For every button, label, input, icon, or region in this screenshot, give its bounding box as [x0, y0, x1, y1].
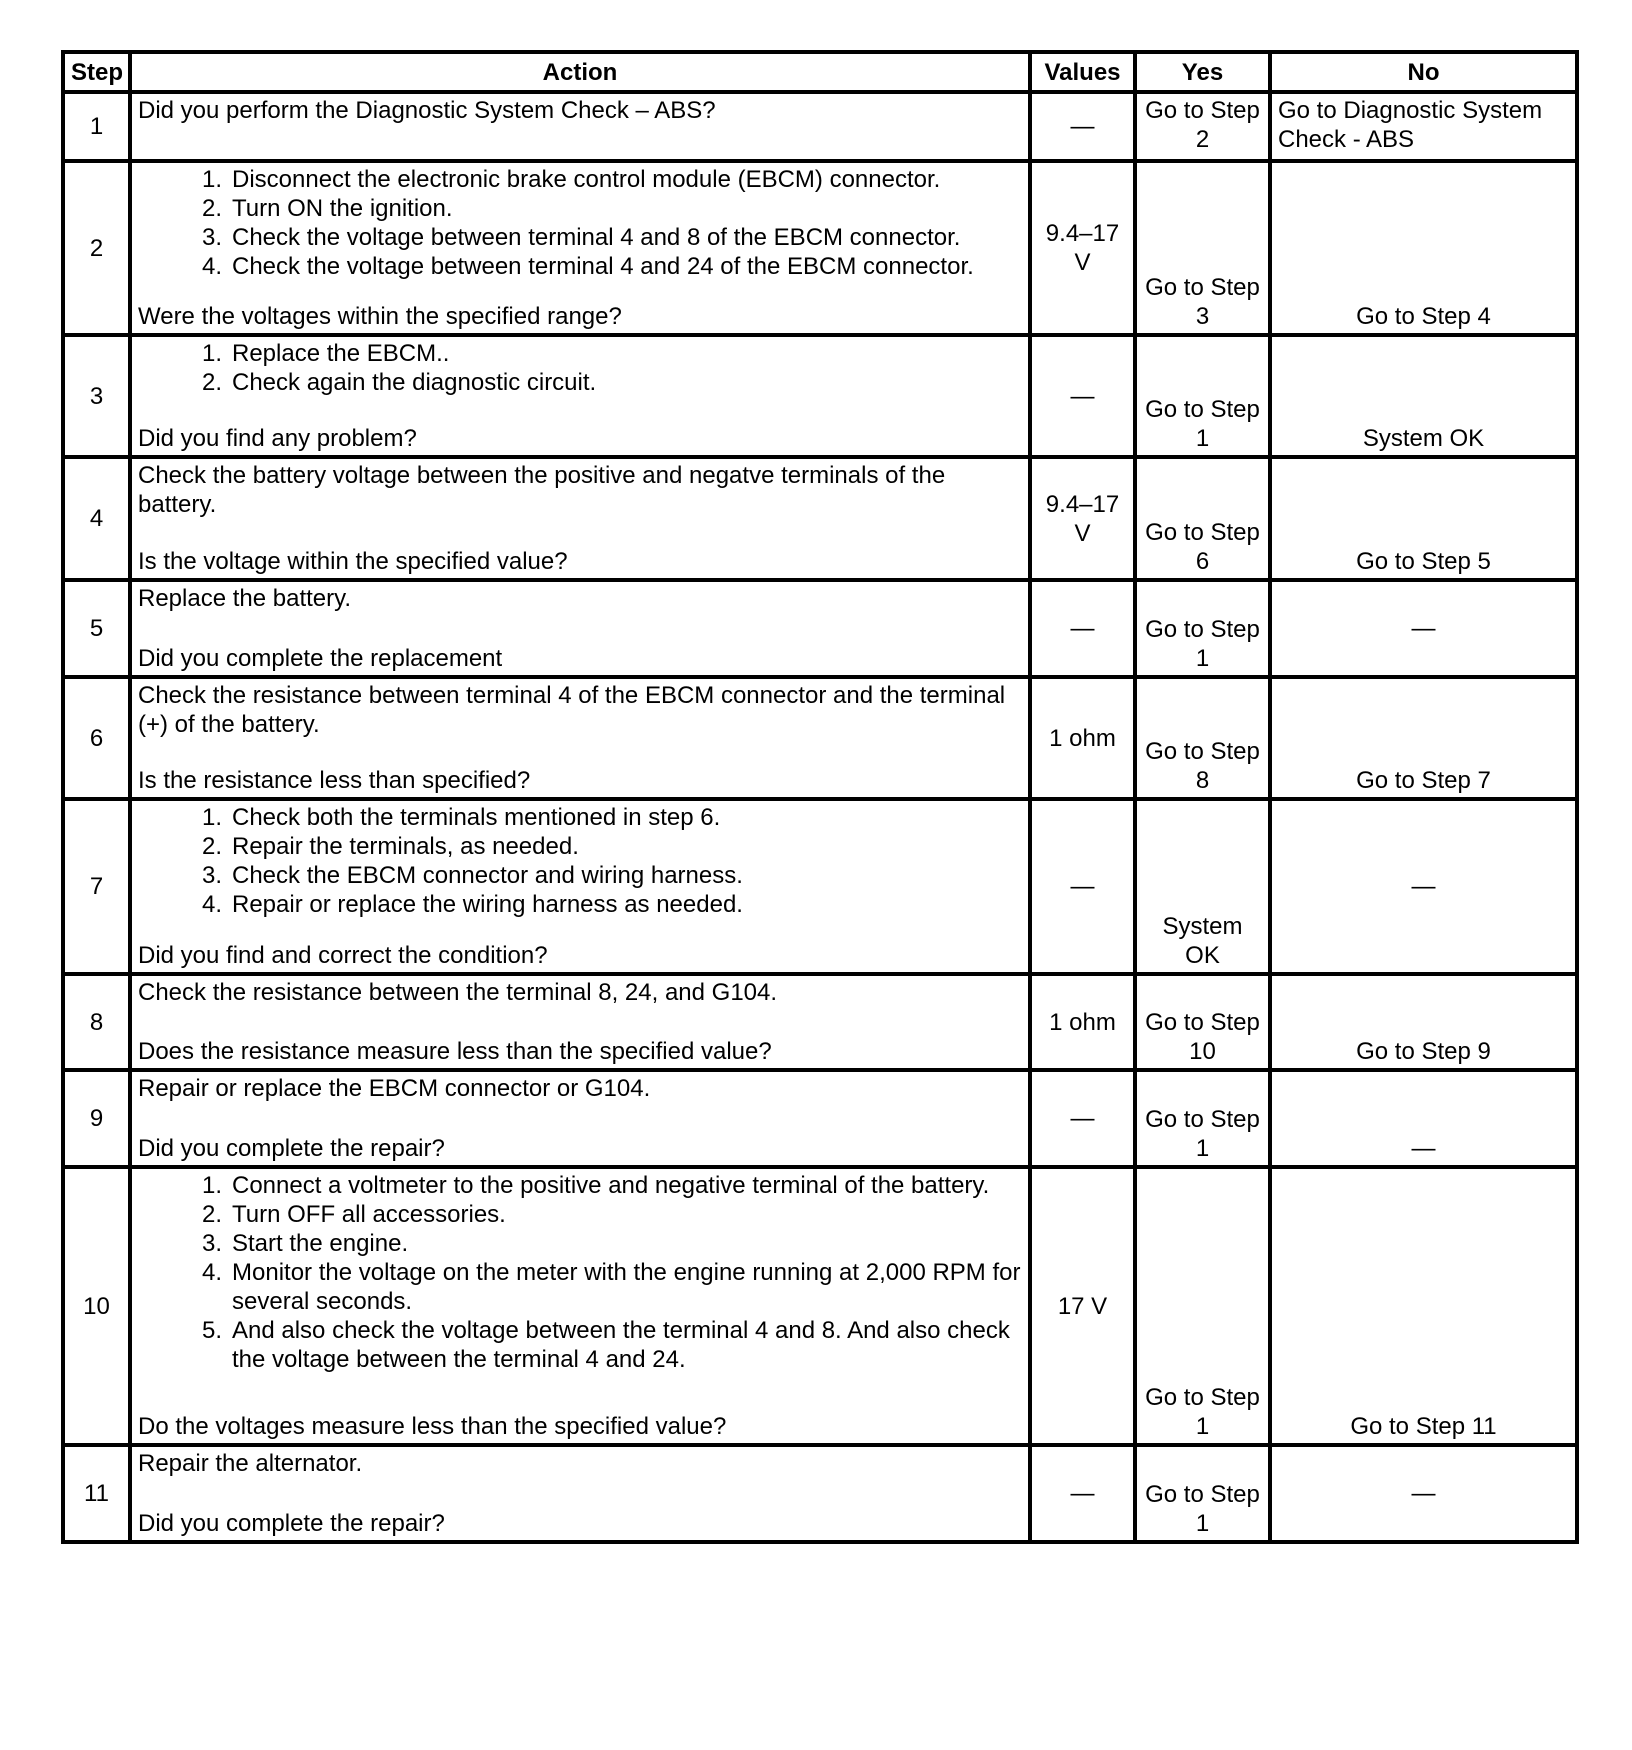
action-step-item — [138, 1171, 1022, 1200]
step-number: 2 — [63, 161, 130, 335]
action-question: Did you complete the replacement — [138, 645, 503, 672]
no-cell — [1270, 1445, 1577, 1542]
action-step-item — [138, 194, 1022, 223]
action-step-text: Repair or replace the wiring harness as needed. — [232, 891, 743, 918]
yes-cell — [1135, 799, 1270, 974]
action-cell — [130, 677, 1030, 799]
header-step: Step — [63, 52, 130, 92]
no-cell — [1270, 457, 1577, 580]
no-cell — [1270, 1167, 1577, 1445]
no-cell — [1270, 677, 1577, 799]
step-number: 11 — [63, 1445, 130, 1542]
no-action: — — [1411, 1480, 1436, 1507]
value-cell: — — [1030, 335, 1135, 457]
action-text: Check the resistance between terminal 4 of the EBCM connector and the terminal (+) of the battery. — [138, 682, 1006, 738]
no-cell — [1270, 974, 1577, 1070]
table-row — [63, 1167, 1577, 1445]
action-step-number: 2. — [201, 369, 222, 396]
table-row — [63, 580, 1577, 677]
yes-action: Go to Step 1 — [1145, 1481, 1260, 1537]
action-text: Repair or replace the EBCM connector or G104. — [138, 1075, 651, 1102]
yes-action: Go to Step 1 — [1145, 1384, 1260, 1440]
action-text: Did you perform the Diagnostic System Check – ABS? — [138, 97, 716, 124]
action-step-item — [138, 252, 1022, 281]
action-text: Check the resistance between the terminal 8, 24, and G104. — [138, 979, 778, 1006]
action-text: Repair the alternator. — [138, 1450, 363, 1477]
yes-action: Go to Step 10 — [1145, 1009, 1260, 1065]
action-text: Replace the battery. — [138, 585, 352, 612]
table-row — [63, 677, 1577, 799]
action-steps-list — [138, 1171, 1022, 1374]
action-cell — [130, 580, 1030, 677]
no-cell — [1270, 580, 1577, 677]
no-cell — [1270, 335, 1577, 457]
yes-cell — [1135, 1167, 1270, 1445]
action-step-text: Replace the EBCM.. — [232, 340, 450, 367]
action-step-text: Start the engine. — [232, 1230, 409, 1257]
action-step-item — [138, 861, 1022, 890]
action-step-item — [138, 339, 1022, 368]
action-step-text: Check the voltage between terminal 4 and 8 of the EBCM connector. — [232, 224, 961, 251]
table-row — [63, 457, 1577, 580]
action-step-item — [138, 165, 1022, 194]
action-step-text: Turn OFF all accessories. — [232, 1201, 506, 1228]
step-number: 7 — [63, 799, 130, 974]
action-step-text: Check again the diagnostic circuit. — [232, 369, 597, 396]
action-step-item — [138, 832, 1022, 861]
yes-action: Go to Step 1 — [1145, 1106, 1260, 1162]
no-action: Go to Step 5 — [1356, 548, 1491, 575]
step-number: 9 — [63, 1070, 130, 1167]
action-step-item — [138, 368, 1022, 397]
action-step-number: 3. — [201, 1230, 222, 1257]
action-step-number: 1. — [201, 340, 222, 367]
action-steps-list — [138, 339, 1022, 397]
step-number: 4 — [63, 457, 130, 580]
no-action: Go to Step 7 — [1356, 767, 1491, 794]
action-step-text: And also check the voltage between the terminal 4 and 8. And also check the voltage between the terminal 4 and 24. — [232, 1317, 1010, 1373]
value-cell: 1 ohm — [1030, 677, 1135, 799]
header-no: No — [1270, 52, 1577, 92]
yes-cell — [1135, 457, 1270, 580]
action-step-number: 3. — [201, 862, 222, 889]
action-step-text: Check the EBCM connector and wiring harness. — [232, 862, 743, 889]
no-action: — — [1411, 615, 1436, 642]
value-cell: 9.4–17 V — [1030, 161, 1135, 335]
action-cell — [130, 1445, 1030, 1542]
value-cell: — — [1030, 1445, 1135, 1542]
yes-action: Go to Step 8 — [1145, 738, 1260, 794]
step-number: 8 — [63, 974, 130, 1070]
yes-action: Go to Step 3 — [1145, 274, 1260, 330]
action-question: Is the voltage within the specified value? — [138, 548, 568, 575]
step-number: 10 — [63, 1167, 130, 1445]
no-action: Go to Diagnostic System Check - ABS — [1278, 97, 1543, 153]
action-step-number: 2. — [201, 1201, 222, 1228]
action-steps-list — [138, 803, 1022, 919]
no-cell — [1270, 799, 1577, 974]
action-step-number: 4. — [201, 1259, 222, 1286]
value-cell: 1 ohm — [1030, 974, 1135, 1070]
value-cell: — — [1030, 580, 1135, 677]
action-cell — [130, 335, 1030, 457]
action-question: Did you complete the repair? — [138, 1510, 445, 1537]
table-row — [63, 799, 1577, 974]
action-step-item — [138, 223, 1022, 252]
no-cell — [1270, 161, 1577, 335]
action-step-item — [138, 1258, 1022, 1316]
step-number: 6 — [63, 677, 130, 799]
header-action: Action — [130, 52, 1030, 92]
action-cell — [130, 457, 1030, 580]
action-step-text: Repair the terminals, as needed. — [232, 833, 579, 860]
action-text: Check the battery voltage between the positive and negatve terminals of the battery. — [138, 462, 946, 518]
value-cell: — — [1030, 799, 1135, 974]
action-cell — [130, 799, 1030, 974]
diagnostic-table — [61, 50, 1579, 1544]
action-step-number: 2. — [201, 195, 222, 222]
action-step-item — [138, 1316, 1022, 1374]
table-row — [63, 161, 1577, 335]
action-step-number: 1. — [201, 1172, 222, 1199]
header-row — [63, 52, 1577, 92]
value-cell: — — [1030, 92, 1135, 161]
action-step-number: 5. — [201, 1317, 222, 1344]
table-row — [63, 1070, 1577, 1167]
action-cell — [130, 1070, 1030, 1167]
table-row — [63, 1445, 1577, 1542]
action-question: Do the voltages measure less than the specified value? — [138, 1413, 727, 1440]
action-step-text: Turn ON the ignition. — [232, 195, 453, 222]
action-question: Did you complete the repair? — [138, 1135, 445, 1162]
action-step-number: 3. — [201, 224, 222, 251]
no-cell — [1270, 1070, 1577, 1167]
action-question: Did you find any problem? — [138, 425, 417, 452]
action-step-text: Check both the terminals mentioned in step 6. — [232, 804, 721, 831]
table-row — [63, 92, 1577, 161]
yes-cell — [1135, 677, 1270, 799]
yes-action: Go to Step 2 — [1145, 97, 1260, 153]
action-step-text: Connect a voltmeter to the positive and negative terminal of the battery. — [232, 1172, 990, 1199]
action-step-item — [138, 1229, 1022, 1258]
table-row — [63, 335, 1577, 457]
action-cell — [130, 92, 1030, 161]
no-action: Go to Step 11 — [1350, 1413, 1497, 1440]
action-step-number: 4. — [201, 891, 222, 918]
action-question: Did you find and correct the condition? — [138, 942, 548, 969]
table-row — [63, 974, 1577, 1070]
action-step-number: 2. — [201, 833, 222, 860]
action-step-text: Monitor the voltage on the meter with the engine running at 2,000 RPM for several seconds. — [232, 1259, 1021, 1315]
action-question: Does the resistance measure less than the specified value? — [138, 1038, 772, 1065]
action-step-item — [138, 890, 1022, 919]
yes-action: Go to Step 1 — [1145, 396, 1260, 452]
yes-cell — [1135, 974, 1270, 1070]
yes-cell — [1135, 1445, 1270, 1542]
no-action: Go to Step 4 — [1356, 303, 1491, 330]
yes-cell — [1135, 335, 1270, 457]
action-step-item — [138, 803, 1022, 832]
no-cell — [1270, 92, 1577, 161]
step-number: 5 — [63, 580, 130, 677]
yes-cell — [1135, 92, 1270, 161]
action-step-number: 4. — [201, 253, 222, 280]
action-cell — [130, 974, 1030, 1070]
yes-action: System OK — [1162, 913, 1243, 969]
no-action: — — [1411, 1135, 1436, 1162]
header-yes: Yes — [1135, 52, 1270, 92]
action-question: Were the voltages within the specified range? — [138, 303, 622, 330]
header-values: Values — [1030, 52, 1135, 92]
value-cell: — — [1030, 1070, 1135, 1167]
value-cell: 17 V — [1030, 1167, 1135, 1445]
action-step-text: Disconnect the electronic brake control module (EBCM) connector. — [232, 166, 941, 193]
no-action: Go to Step 9 — [1356, 1038, 1491, 1065]
action-step-number: 1. — [201, 804, 222, 831]
step-number: 3 — [63, 335, 130, 457]
step-number: 1 — [63, 92, 130, 161]
yes-cell — [1135, 161, 1270, 335]
action-step-number: 1. — [201, 166, 222, 193]
no-action: System OK — [1362, 425, 1485, 452]
yes-action: Go to Step 1 — [1145, 616, 1260, 672]
action-steps-list — [138, 165, 1022, 281]
action-question: Is the resistance less than specified? — [138, 767, 531, 794]
action-step-text: Check the voltage between terminal 4 and 24 of the EBCM connector. — [232, 253, 974, 280]
action-cell — [130, 161, 1030, 335]
yes-cell — [1135, 1070, 1270, 1167]
value-cell: 9.4–17 V — [1030, 457, 1135, 580]
yes-cell — [1135, 580, 1270, 677]
action-step-item — [138, 1200, 1022, 1229]
action-cell — [130, 1167, 1030, 1445]
no-action: — — [1411, 873, 1436, 900]
yes-action: Go to Step 6 — [1145, 519, 1260, 575]
